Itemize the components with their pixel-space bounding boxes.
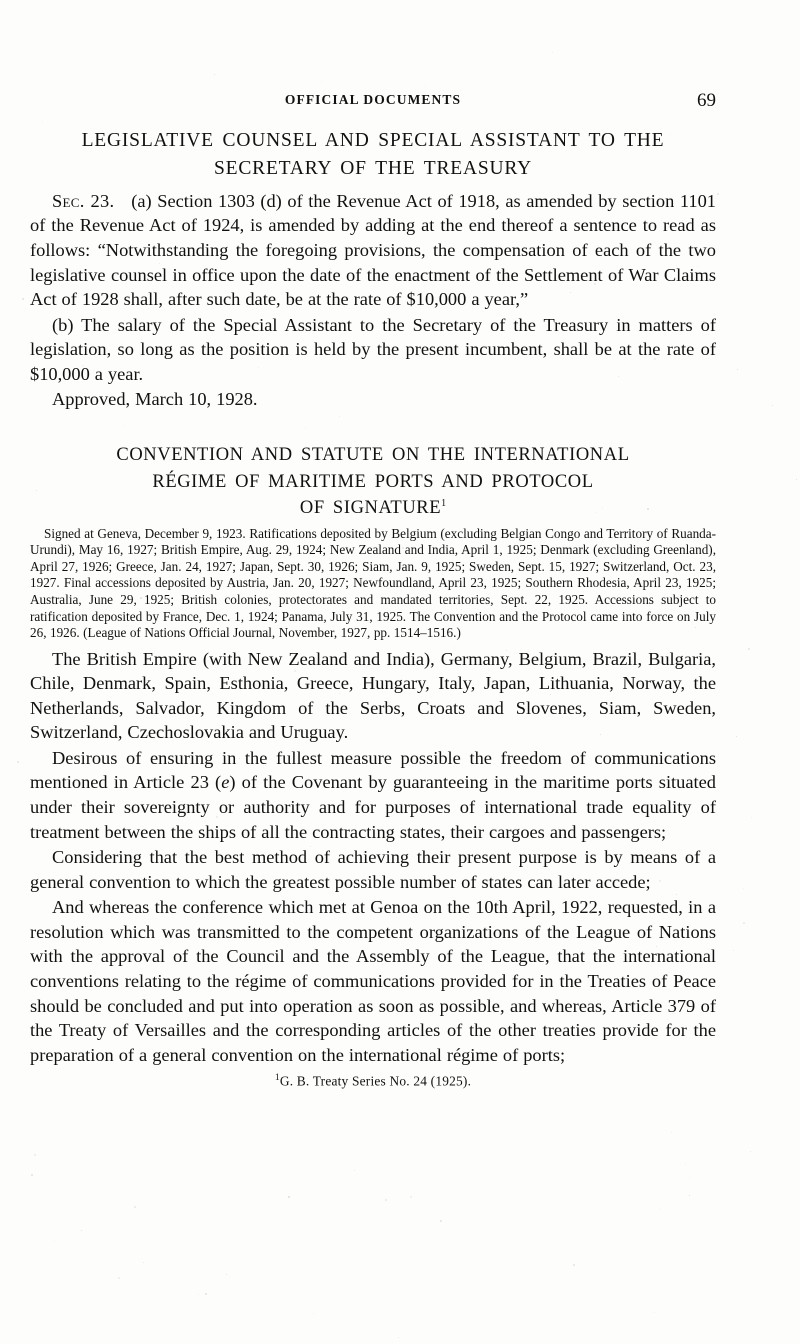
paragraph-sec-23-b: (b) The salary of the Special Assistant to the Secretary of the Treasury in matters of legislation, so long as the position is held by the present incumbent, shall be at the rate of $10,000 a year.	[30, 314, 716, 384]
section-two-heading-line-1: CONVENTION AND STATUTE ON THE INTERNATIONAL	[116, 444, 630, 465]
footnote-text: G. B. Treaty Series No. 24 (1925).	[279, 1073, 472, 1089]
covenant-article-subclause: e	[221, 772, 230, 793]
section-two-heading-line-2: RÉGIME OF MARITIME PORTS AND PROTOCOL	[152, 471, 594, 492]
paragraph-and-whereas: And whereas the conference which met at Genoa on the 10th April, 1922, requested, in a resolution which was transmitted to the competent organizations of the League of Nations with the approval of the Council and the Assembly of the League, that the international conventions relating to the régime of communications provided for in the Treaties of Peace should be concluded and put into operation as soon as possible, and whereas, Article 379 of the Treaty of Versailles and the corresponding articles of the other treaties provide for the preparation of a general convention on the international régime of ports;	[30, 897, 716, 1065]
section-one-heading-line-2: SECRETARY OF THE TREASURY	[213, 157, 532, 179]
paragraph-sec-23-a-text: (a) Section 1303 (d) of the Revenue Act of 1918, as amended by section 1101 of the Revenue Act of 1924, is amended by adding at the end thereof a sentence to read as follows: “Notwithstanding the foregoing provisions, the compensation of each of the two legislative counsel in office upon the date of the enactment of the Settlement of War Claims Act of 1928 shall, after such date, be at the rate of $10,000 a year,”	[30, 190, 716, 310]
page-number: 69	[697, 90, 716, 111]
page-content	[30, 0, 716, 1090]
paragraph-contracting-parties: The British Empire (with New Zealand and India), Germany, Belgium, Brazil, Bulgaria, Chile, Denmark, Spain, Esthonia, Greece, Hungary, Italy, Japan, Lithuania, Norway, the Netherlands, Salvador, Kingdom of the Serbs, Croats and Slovenes, Siam, Sweden, Switzerland, Czechoslovakia and Uruguay.	[30, 648, 716, 743]
section-two-heading-line-3-text: OF SIGNATURE	[299, 498, 442, 519]
running-head	[30, 92, 716, 118]
ratification-note: Signed at Geneva, December 9, 1923. Ratifications deposited by Belgium (excluding Belgian Congo and Territory of Ruanda-Urundi), May 16, 1927; British Empire, Aug. 29, 1924; New Zealand and India, April 1, 1925; Denmark (excluding Greenland), April 27, 1926; Greece, Jan. 24, 1927; Japan, Sept. 30, 1926; Siam, Jan. 9, 1925; Sweden, Sept. 15, 1927; Switzerland, Oct. 23, 1927. Final accessions deposited by Austria, Jan. 20, 1927; Newfoundland, April 23, 1925; Southern Rhodesia, April 23, 1925; Australia, June 29, 1925; British colonies, protectorates and mandated territories, Sept. 22, 1925. Accessions subject to ratification deposited by France, Dec. 1, 1924; Panama, July 31, 1925. The Convention and the Protocol came into force on July 26, 1926. (League of Nations Official Journal, November, 1927, pp. 1514–1516.)	[30, 525, 716, 641]
heading-footnote-marker: 1	[441, 497, 447, 509]
section-one-heading-line-1: LEGISLATIVE COUNSEL AND SPECIAL ASSISTANT TO THE	[81, 130, 665, 151]
approved-line: Approved, March 10, 1928.	[52, 389, 258, 410]
paragraph-sec-23-a	[30, 189, 716, 312]
footnote-marker: 1	[274, 1073, 280, 1084]
section-two-heading-line-3	[30, 496, 716, 521]
footnote	[30, 1073, 716, 1089]
spacer	[30, 412, 716, 421]
paragraph-desirous-part-1: Desirous of ensuring in the fullest measure possible the freedom of communications mentioned in Article 23 (	[30, 747, 716, 793]
paragraph-desirous-part-2: ) of the Covenant by guaranteeing in the maritime ports situated under their sovereignty or authority and for purposes of international trade equality of treatment between the ships of all the contracting states, their cargoes and passengers;	[30, 772, 716, 842]
paragraph-desirous	[30, 746, 716, 844]
sec-label: Sec. 23.	[52, 190, 115, 211]
paragraph-considering: Considering that the best method of achieving their present purpose is by means of a general convention to which the greatest possible number of states can later accede;	[30, 847, 716, 892]
running-head-title: OFFICIAL DOCUMENTS	[284, 92, 462, 107]
